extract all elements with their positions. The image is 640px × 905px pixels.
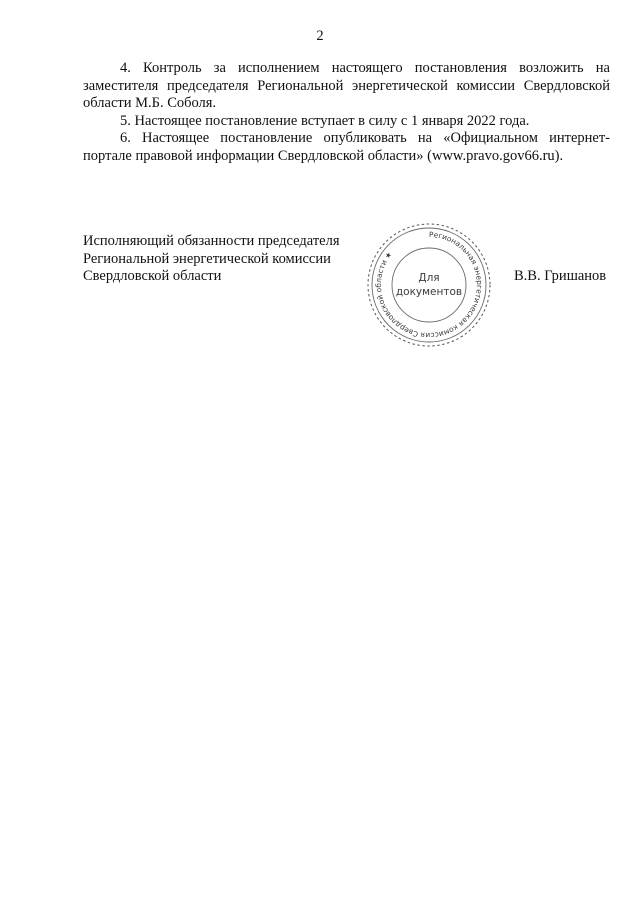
stamp-center-ring [392, 248, 466, 322]
stamp-outer-ring [368, 224, 490, 346]
stamp-center-line-2: документов [395, 286, 463, 298]
page-number: 2 [316, 28, 324, 44]
stamp-inner-ring [372, 228, 486, 342]
signatory-title-line-3: Свердловской области [83, 268, 222, 285]
paragraph-6: 6. Настоящее постановление опубликовать на «Официальном интернет-портале правовой информации Свердловской области» (www.pravo.gov66.ru). [83, 130, 610, 164]
document-body [83, 60, 610, 166]
signatory-title [83, 233, 383, 286]
official-stamp [364, 220, 494, 350]
stamp-center-line-1: Для [418, 272, 440, 284]
stamp-graphic [364, 220, 494, 350]
paragraph-4: 4. Контроль за исполнением настоящего постановления возложить на заместителя председателя Региональной энергетической комиссии Свердловской области М.Б. Соболя. [83, 60, 610, 112]
signatory-title-line-2: Региональной энергетической комиссии [83, 250, 331, 267]
stamp-ring-text: Региональная энергетическая комиссия Свердловской области ★ [373, 229, 485, 341]
signatory-title-line-1: Исполняющий обязанности председателя [83, 233, 340, 249]
signatory-name: В.В. Гришанов [514, 268, 607, 284]
paragraph-5: 5. Настоящее постановление вступает в силу с 1 января 2022 года. [120, 112, 530, 129]
